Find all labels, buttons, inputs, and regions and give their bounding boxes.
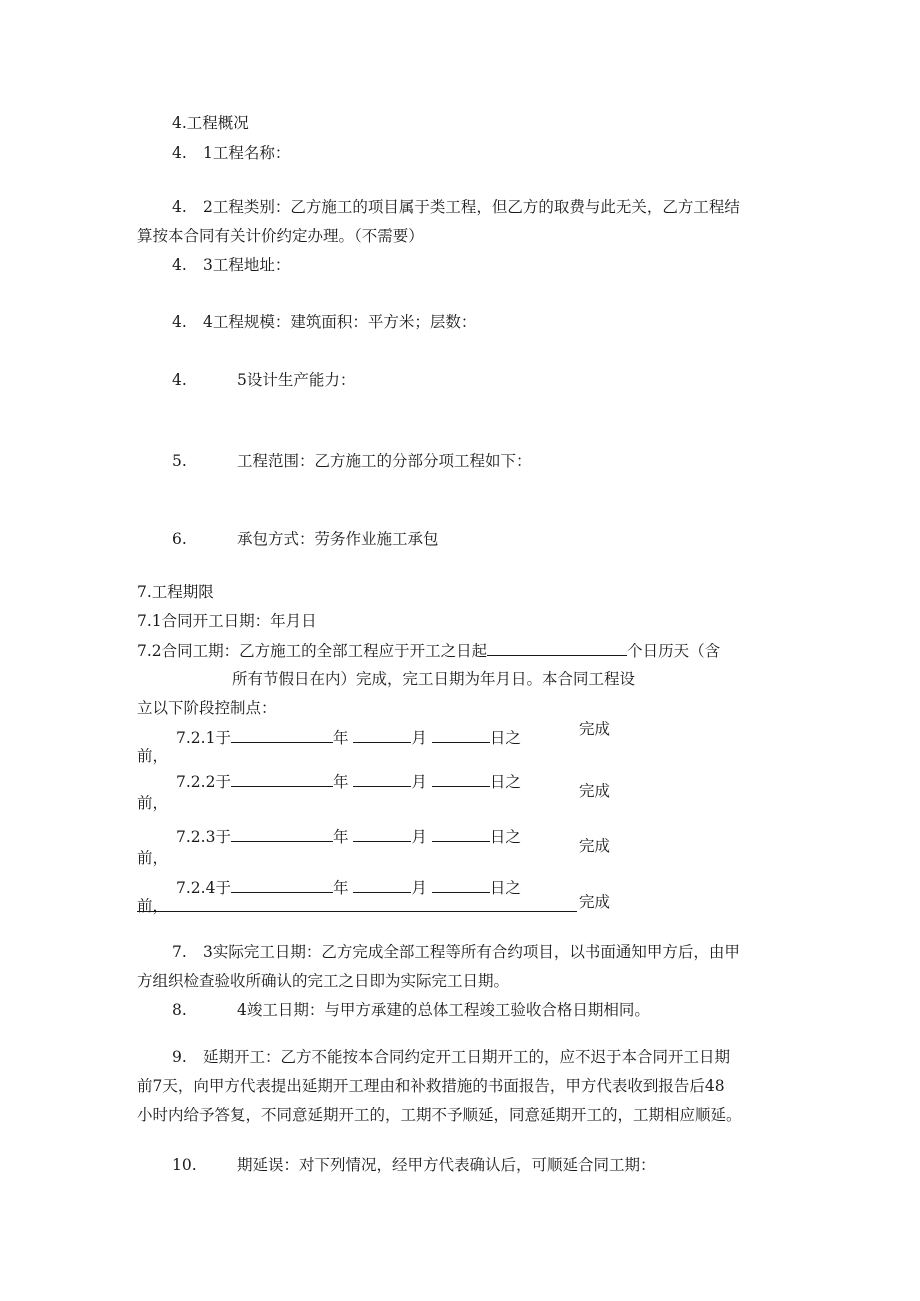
item-4-3-text: 3工程地址：	[203, 256, 291, 274]
section-6-number: 6.	[172, 530, 187, 548]
milestone-label: 7.2.1于	[176, 729, 231, 747]
section-10-text: 期延误：对下列情况，经甲方代表确认后，可顺延合同工期：	[237, 1156, 656, 1174]
item-4-4-number: 4.	[172, 313, 187, 331]
section-9-number: 9.	[172, 1048, 187, 1066]
milestone-year-blank[interactable]	[231, 727, 333, 743]
milestone-before-label: 前，	[137, 794, 169, 812]
milestone-day-label: 日之	[489, 828, 521, 846]
milestone-done-label: 完成	[579, 782, 611, 800]
section-8-text: 4竣工日期：与甲方承建的总体工程竣工验收合格日期相同。	[237, 1001, 650, 1019]
milestone-day-label: 日之	[489, 879, 521, 897]
section-10-number: 10.	[172, 1156, 197, 1174]
milestone-row	[176, 771, 521, 792]
milestone-before-label: 前，	[137, 897, 169, 915]
milestone-year-blank[interactable]	[231, 826, 333, 842]
item-4-1-number: 4.	[172, 144, 187, 162]
milestone-month-label: 月	[411, 879, 427, 897]
milestone-year-label: 年	[332, 773, 349, 791]
milestone-month-label: 月	[411, 729, 427, 747]
milestone-day-blank[interactable]	[432, 727, 490, 743]
milestone-day-blank[interactable]	[432, 771, 490, 787]
milestone-row	[176, 826, 521, 847]
section-8-number: 8.	[172, 1001, 187, 1019]
item-4-5-number: 4.	[172, 371, 187, 389]
milestone-before-label: 前，	[137, 849, 169, 867]
item-4-3-number: 4.	[172, 256, 187, 274]
section-9-line-3: 小时内给予答复，不同意延期开工的，工期不予顺延，同意延期开工的，工期相应顺延。	[137, 1106, 742, 1124]
milestone-year-label: 年	[332, 879, 349, 897]
milestone-4-underline	[137, 911, 577, 912]
item-7-2-line-3: 立以下阶段控制点：	[137, 699, 277, 717]
duration-days-blank[interactable]	[487, 640, 627, 656]
milestone-label: 7.2.4于	[176, 879, 231, 897]
milestone-month-label: 月	[411, 773, 427, 791]
item-7-2-line-1	[137, 640, 720, 661]
milestone-row	[176, 727, 521, 748]
milestone-year-blank[interactable]	[231, 877, 333, 893]
section-7-title: 7.工程期限	[137, 583, 214, 601]
section-6-text: 承包方式：劳务作业施工承包	[237, 530, 439, 548]
milestone-day-blank[interactable]	[432, 826, 490, 842]
item-7-3-line-2: 方组织检查验收所确认的完工之日即为实际完工日期。	[137, 972, 510, 990]
milestone-day-blank[interactable]	[432, 877, 490, 893]
milestone-month-blank[interactable]	[353, 877, 411, 893]
item-7-1: 7.1合同开工日期：年月日	[137, 612, 317, 630]
item-4-2-line-2: 算按本合同有关计价约定办理。（不需要）	[137, 227, 424, 245]
item-7-3-line-1: 3实际完工日期：乙方完成全部工程等所有合约项目，以书面通知甲方后，由甲	[203, 943, 740, 961]
milestone-month-label: 月	[411, 828, 427, 846]
section-9-line-1: 延期开工：乙方不能按本合同约定开工日期开工的，应不迟于本合同开工日期	[203, 1048, 731, 1066]
milestone-day-label: 日之	[489, 729, 521, 747]
item-7-3-number: 7.	[172, 943, 187, 961]
milestone-done-label: 完成	[579, 837, 611, 855]
milestone-before-label: 前，	[137, 747, 169, 765]
milestone-year-label: 年	[332, 828, 349, 846]
section-5-number: 5.	[172, 452, 187, 470]
item-4-1-text: 1工程名称：	[203, 144, 291, 162]
section-5-text: 工程范围：乙方施工的分部分项工程如下：	[237, 452, 532, 470]
milestone-label: 7.2.2于	[176, 773, 231, 791]
milestone-row	[176, 877, 521, 898]
item-7-2-prefix: 7.2合同工期：乙方施工的全部工程应于开工之日起	[137, 642, 488, 660]
milestone-month-blank[interactable]	[353, 727, 411, 743]
milestone-month-blank[interactable]	[353, 771, 411, 787]
item-4-2-line-1: 2工程类别：乙方施工的项目属于类工程，但乙方的取费与此无关，乙方工程结	[203, 198, 740, 216]
milestone-day-label: 日之	[489, 773, 521, 791]
item-4-4-text: 4工程规模：建筑面积：平方米；层数：	[203, 313, 477, 331]
item-4-5-text: 5设计生产能力：	[237, 371, 356, 389]
milestone-year-blank[interactable]	[231, 771, 333, 787]
item-7-2-suffix: 个日历天（含	[627, 642, 721, 660]
milestone-month-blank[interactable]	[353, 826, 411, 842]
item-7-2-line-2: 所有节假日在内）完成，完工日期为年月日。本合同工程设	[232, 670, 636, 688]
section-4-title: 4.工程概况	[172, 114, 249, 132]
section-9-line-2: 前7天，向甲方代表提出延期开工理由和补救措施的书面报告，甲方代表收到报告后48	[137, 1077, 725, 1095]
milestone-done-label: 完成	[579, 893, 611, 911]
item-4-2-number: 4.	[172, 198, 187, 216]
milestone-done-label: 完成	[579, 720, 611, 738]
milestone-label: 7.2.3于	[176, 828, 231, 846]
milestone-year-label: 年	[332, 729, 349, 747]
